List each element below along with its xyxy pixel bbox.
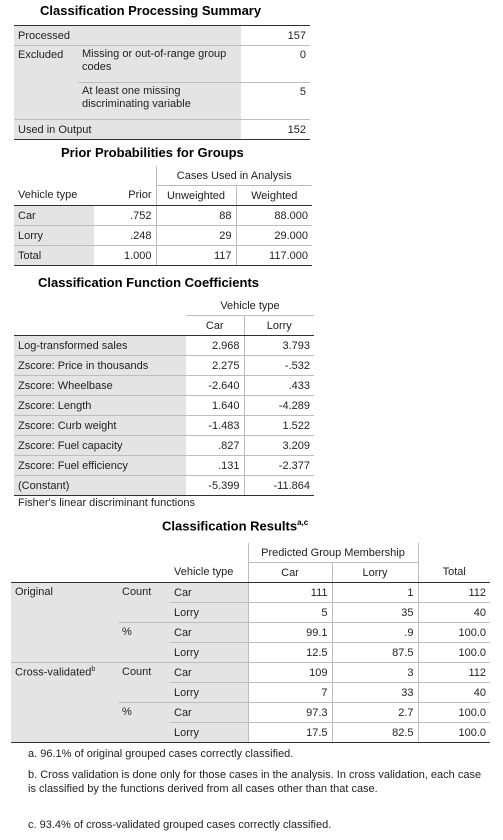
excluded-discriminating-value: 5 [241, 83, 310, 120]
value-cell: 7 [248, 683, 332, 703]
lorry-label: Lorry [170, 683, 248, 703]
car-label: Car [170, 663, 248, 683]
table-row [14, 456, 314, 476]
coef-label: Zscore: Wheelbase [14, 376, 186, 396]
coef-car: 2.968 [186, 336, 244, 356]
value-cell: 100.0 [418, 643, 490, 663]
weighted-value: 88.000 [236, 206, 312, 226]
table-row [14, 46, 310, 83]
excluded-discriminating-label: At least one missing discriminating variable [78, 83, 241, 120]
prior-value: .752 [94, 206, 156, 226]
coef-label: Zscore: Curb weight [14, 416, 186, 436]
pct-label: % [118, 623, 170, 663]
table-row [14, 206, 312, 226]
coef-car: -1.483 [186, 416, 244, 436]
value-cell: 33 [332, 683, 418, 703]
coef-lorry: -4.289 [244, 396, 314, 416]
unweighted-value: 117 [156, 246, 236, 266]
value-cell: 82.5 [332, 723, 418, 743]
value-cell: 111 [248, 583, 332, 603]
weighted-value: 29.000 [236, 226, 312, 246]
coef-lorry: .433 [244, 376, 314, 396]
processed-value: 157 [241, 26, 310, 46]
coef-lorry: -11.864 [244, 476, 314, 496]
footnote-b: b. Cross validation is done only for those cases in the analysis. In cross validation, each case is classified by the functions derived from all cases other than that case. [28, 769, 482, 795]
col-lorry: Lorry [332, 563, 418, 583]
weighted-value: 117.000 [236, 246, 312, 266]
car-label: Car [170, 703, 248, 723]
lorry-label: Lorry [170, 603, 248, 623]
table-row [14, 356, 314, 376]
lorry-label: Lorry [170, 643, 248, 663]
coef-lorry: -.532 [244, 356, 314, 376]
summary-title: Classification Processing Summary [40, 3, 262, 18]
col-lorry: Lorry [244, 316, 314, 336]
original-label: Original [11, 583, 118, 663]
col-car: Car [186, 316, 244, 336]
value-cell: 100.0 [418, 703, 490, 723]
value-cell: 112 [418, 663, 490, 683]
value-cell: 1 [332, 583, 418, 603]
value-cell: 100.0 [418, 623, 490, 643]
table-row [14, 476, 314, 496]
coef-car: 1.640 [186, 396, 244, 416]
table-row [14, 186, 312, 206]
priors-title: Prior Probabilities for Groups [61, 145, 244, 160]
value-cell: 40 [418, 683, 490, 703]
coef-lorry: 3.793 [244, 336, 314, 356]
coefficients-title: Classification Function Coefficients [38, 275, 260, 290]
value-cell: 87.5 [332, 643, 418, 663]
used-label: Used in Output [14, 120, 241, 140]
prior-value: .248 [94, 226, 156, 246]
col-vehicle-type: Vehicle type [14, 186, 94, 206]
footnote-a: a. 96.1% of original grouped cases correctly classified. [28, 748, 294, 760]
table-row [14, 316, 314, 336]
table-row [14, 376, 314, 396]
col-vehicle-type: Vehicle type [170, 563, 248, 583]
coef-label: Zscore: Price in thousands [14, 356, 186, 376]
table-row [11, 563, 490, 583]
value-cell: 2.7 [332, 703, 418, 723]
table-row [11, 583, 490, 603]
value-cell: 99.1 [248, 623, 332, 643]
count-label: Count [118, 583, 170, 623]
value-cell: 5 [248, 603, 332, 623]
table-row [14, 396, 314, 416]
coef-group-header: Vehicle type [220, 299, 280, 312]
value-cell: 35 [332, 603, 418, 623]
table-row [14, 26, 310, 46]
value-cell: 112 [418, 583, 490, 603]
col-unweighted: Unweighted [156, 186, 236, 206]
footnote-c: c. 93.4% of cross-validated grouped cases correctly classified. [28, 819, 332, 831]
car-label: Car [170, 583, 248, 603]
coef-car: -5.399 [186, 476, 244, 496]
coef-car: .131 [186, 456, 244, 476]
processing-summary-table [14, 25, 310, 140]
used-value: 152 [241, 120, 310, 140]
coef-car: -2.640 [186, 376, 244, 396]
table-row [14, 416, 314, 436]
unweighted-value: 29 [156, 226, 236, 246]
value-cell: 17.5 [248, 723, 332, 743]
results-title-sup: a,c [297, 518, 309, 527]
col-car: Car [248, 563, 332, 583]
coef-car: 2.275 [186, 356, 244, 376]
row-label: Total [14, 246, 94, 266]
classification-results-table [11, 543, 490, 743]
coef-lorry: 3.209 [244, 436, 314, 456]
table-row [14, 166, 312, 186]
excluded-missing-value: 0 [241, 46, 310, 83]
coefficients-footnote: Fisher's linear discriminant functions [18, 497, 195, 509]
prior-probabilities-table [14, 166, 312, 266]
cases-used-header: Cases Used in Analysis [156, 166, 312, 186]
table-row [14, 246, 312, 266]
table-row [14, 436, 314, 456]
unweighted-value: 88 [156, 206, 236, 226]
prior-value: 1.000 [94, 246, 156, 266]
results-title-text: Classification Results [162, 518, 298, 534]
col-weighted: Weighted [236, 186, 312, 206]
col-prior: Prior [94, 186, 156, 206]
value-cell: 109 [248, 663, 332, 683]
count-label: Count [118, 663, 170, 703]
value-cell: 3 [332, 663, 418, 683]
coef-label: (Constant) [14, 476, 186, 496]
value-cell: 12.5 [248, 643, 332, 663]
cross-validated-sup: b [91, 666, 96, 673]
coef-label: Zscore: Fuel efficiency [14, 456, 186, 476]
value-cell: .9 [332, 623, 418, 643]
table-row [14, 296, 314, 316]
value-cell: 40 [418, 603, 490, 623]
table-row [14, 336, 314, 356]
table-row [14, 226, 312, 246]
pct-label: % [118, 703, 170, 743]
coef-label: Log-transformed sales [14, 336, 186, 356]
coefficients-table [14, 296, 314, 496]
coef-label: Zscore: Fuel capacity [14, 436, 186, 456]
excluded-label: Excluded [14, 46, 78, 120]
results-title [162, 518, 308, 533]
table-row [11, 543, 490, 563]
row-label: Car [14, 206, 94, 226]
predicted-header: Predicted Group Membership [248, 543, 418, 563]
table-row [11, 663, 490, 683]
lorry-label: Lorry [170, 723, 248, 743]
row-label: Lorry [14, 226, 94, 246]
value-cell: 100.0 [418, 723, 490, 743]
coef-label: Zscore: Length [14, 396, 186, 416]
value-cell: 97.3 [248, 703, 332, 723]
cross-validated-label [11, 663, 118, 743]
coef-car: .827 [186, 436, 244, 456]
processed-label: Processed [14, 26, 241, 46]
excluded-missing-label: Missing or out-of-range group codes [78, 46, 241, 83]
coef-lorry: 1.522 [244, 416, 314, 436]
col-total: Total [418, 563, 490, 583]
car-label: Car [170, 623, 248, 643]
coef-lorry: -2.377 [244, 456, 314, 476]
table-row [14, 120, 310, 140]
cross-validated-text: Cross-validated [15, 666, 92, 679]
